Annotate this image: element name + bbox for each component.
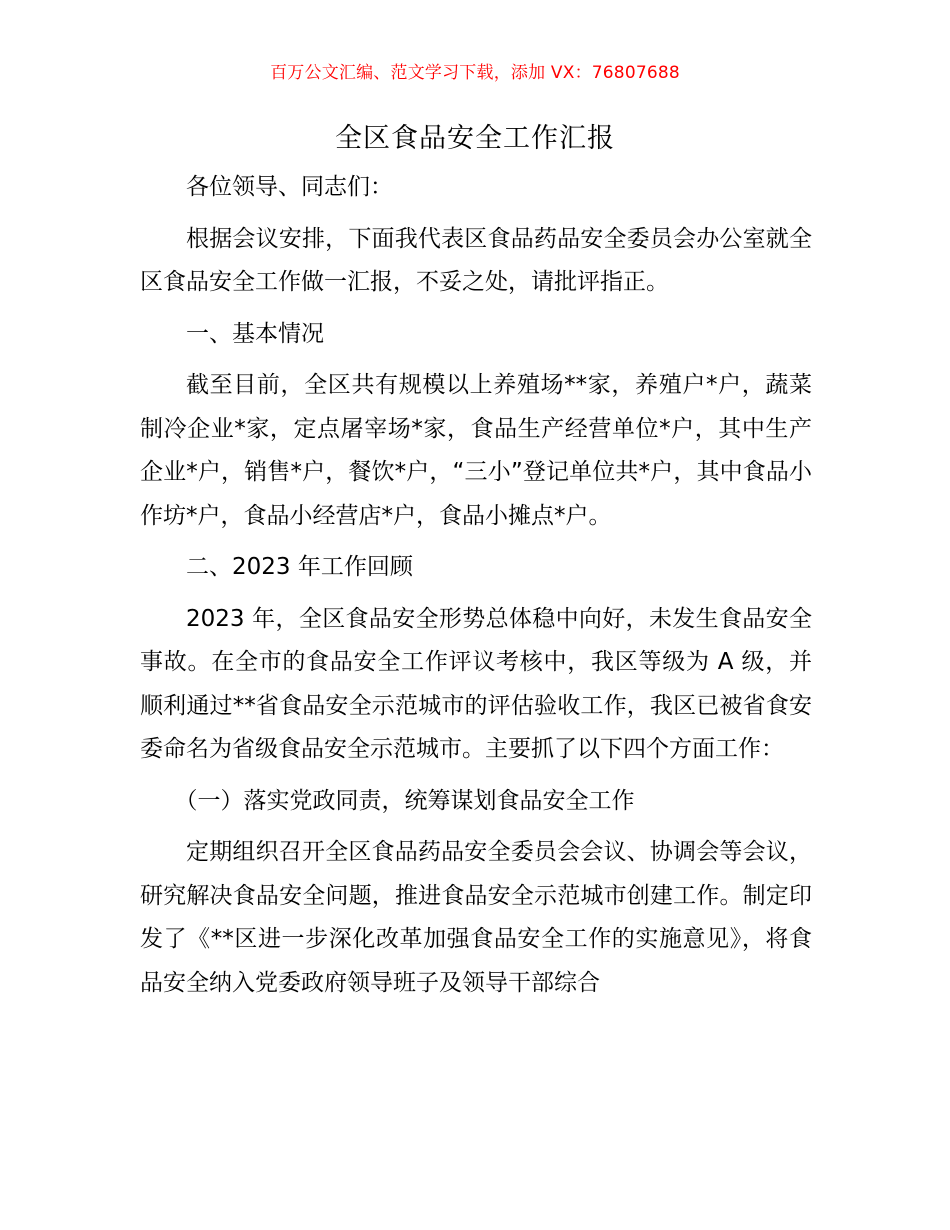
salutation: 各位领导、同志们： — [186, 174, 393, 200]
basic-situation-paragraph: 截至目前，全区共有规模以上养殖场**家，养殖户*户，蔬菜制冷企业*家，定点屠宰场*家，食品生产经营单位*户，其中生产企业*户，销售*户，餐饮*户，“三小”登记单位共*户，其中食品小作坊*户，食品小经营店*户，食品小摊点*户。 — [140, 372, 812, 529]
party-responsibility-paragraph: 定期组织召开全区食品药品安全委员会会议、协调会等会议，研究解决食品安全问题，推进食品安全示范城市创建工作。制定印发了《**区进一步深化改革加强食品安全工作的实施意见》，将食品安全纳入党委政府领导班子及领导干部综合 — [140, 839, 812, 996]
intro-paragraph: 根据会议安排，下面我代表区食品药品安全委员会办公室就全区食品安全工作做一汇报，不妥之处，请批评指正。 — [140, 225, 812, 295]
header-watermark-note: 百万公文汇编、范文学习下载，添加 VX：76807688 — [270, 63, 680, 83]
subsection-heading-party-responsibility: （一）落实党政同责，统筹谋划食品安全工作 — [174, 787, 635, 814]
document-title: 全区食品安全工作汇报 — [335, 123, 615, 154]
document-body — [140, 166, 812, 1013]
work-review-paragraph: 2023 年，全区食品安全形势总体稳中向好，未发生食品安全事故。在全市的食品安全工作评议考核中，我区等级为 A 级，并顺利通过**省食品安全示范城市的评估验收工作，我区已被省食安委命名为省级食品安全示范城市。主要抓了以下四个方面工作： — [140, 605, 812, 762]
section-heading-work-review: 二、2023 年工作回顾 — [186, 554, 413, 580]
section-heading-basic-situation: 一、基本情况 — [186, 320, 324, 347]
